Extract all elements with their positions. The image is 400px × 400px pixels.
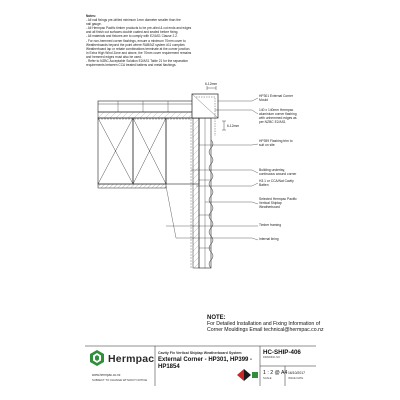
- scale-value: 1 : 2 @ A4: [263, 370, 288, 376]
- dim-label-right: 6-12mm: [227, 124, 240, 128]
- top-weatherboards: [98, 101, 199, 112]
- drawing-title: External Corner - HP301, HP399 - HP1854: [158, 357, 253, 370]
- note-line: and hemmed edges must also be used.: [86, 54, 142, 59]
- system-name: Cavity Fix Vertical Shiplap Weatherboard System: [158, 351, 242, 355]
- issue-date: 16/10/2017: [288, 371, 305, 375]
- brand-name: Hermpac: [108, 353, 155, 365]
- note-line: and all finish cut surfaces double coated and sealed before fixing.: [86, 30, 179, 35]
- issue-date-label: ISSUE DATE: [288, 377, 304, 380]
- dim-label-top: 6-12mm: [205, 82, 218, 86]
- drawing-no-label: DRAWING NO.: [263, 356, 281, 359]
- label-corner-flashing: 140 x 140mm Hermpac aluminium corner flashing with unhemmed edges as per NZBC E2/AS1: [259, 108, 297, 124]
- scale-label: SCALE: [263, 377, 272, 380]
- label-weatherboard: Selected Hermpac Pacific Vertical Shiplap Weatherboard: [259, 197, 297, 209]
- subject-notice: SUBJECT TO CHANGE WITHOUT NOTICE: [92, 378, 148, 382]
- label-hp301: HP301 External Corner Mould: [259, 94, 294, 102]
- notes-heading: Notes:: [86, 14, 96, 18]
- label-hp399: HP399 Flashing trim to suit on site: [259, 139, 293, 147]
- note-line: requirements between CCA treated battens and metal flashings.: [86, 63, 177, 68]
- note-line: Weatherboard lap or rebate combinations terminate at the corner junction.: [86, 46, 191, 51]
- leader-lines: [166, 98, 258, 240]
- note-line: - For non-hemmed corner flashings, ensure a minimum 70mm cover to: [86, 38, 186, 43]
- note-line: - Refer to NZBC Acceptable Solution E2/AS1 Table 21 for the separation: [86, 59, 188, 64]
- note-line: In Extra High Wind Zone and above, the 70mm cover requirement remains: [86, 50, 192, 55]
- side-cavity-batten: [193, 118, 199, 268]
- internal-lining-top: [98, 184, 166, 188]
- website-link[interactable]: www.hermpac.co.nz: [92, 373, 121, 377]
- drawing-code: HC-SHIP-406: [263, 349, 301, 356]
- installation-note: NOTE: For Detailed Installation and Fixing Information of Corner Mouldings Email technical@hermpac.co.nz: [207, 315, 324, 333]
- label-cavity-batten: H3.1 or CCA/Nat Cavity Batten: [259, 179, 294, 187]
- note-line: - All Hermpac Pacific timber products to be pre-oiled & cut ends and edges: [86, 26, 192, 31]
- note-line: - All nail fixings pre-drilled minimum 1mm diameter smaller than the: [86, 18, 181, 23]
- note-line: Weatherboards beyond the point where RAB/NZ system #11 complies: [86, 42, 185, 47]
- note-line: - All materials and fixtures are to comply with E2/AS1 Clause 2.2.: [86, 34, 178, 39]
- note-line: nail gauge.: [86, 22, 102, 27]
- hermpac-logo-icon: [90, 350, 104, 366]
- top-cavity-batten: [98, 112, 199, 118]
- label-timber-framing: Timber framing: [259, 223, 282, 227]
- label-internal-lining: Internal lining: [259, 237, 279, 241]
- label-underlay: Building underlay, continuous around corner: [259, 168, 297, 176]
- timber-framing: [98, 118, 199, 184]
- side-weatherboards: [199, 118, 211, 268]
